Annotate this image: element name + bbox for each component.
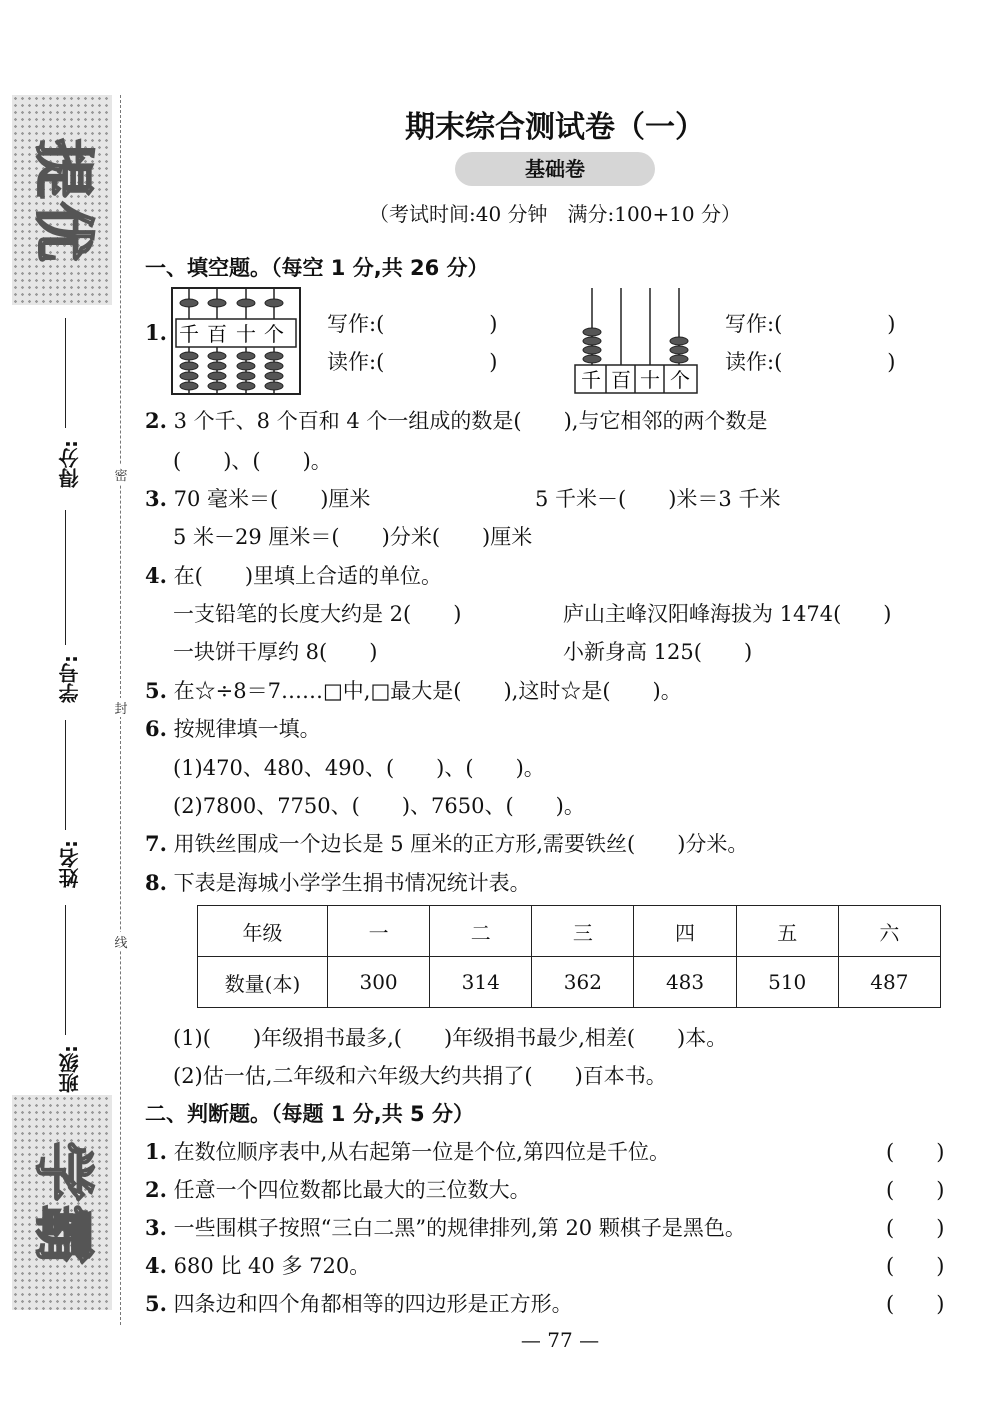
q2-line1: 2. 3 个千、8 个百和 4 个一组成的数是( ),与它相邻的两个数是 (145, 408, 768, 433)
name-label: 姓名: (58, 840, 82, 888)
q1b-read: 读作:( ) (725, 350, 896, 374)
q6-item-2: (2)7800、7750、( )、7650、( )。 (173, 794, 585, 818)
brand-stamp-bottom: 学 霸 (12, 1095, 112, 1310)
table-cell: 487 (838, 957, 940, 1008)
table-header-cell: 一 (328, 906, 430, 957)
table-row (198, 957, 941, 1008)
q8: 8. 下表是海城小学学生捐书情况统计表。 (145, 870, 531, 895)
page-title: 期末综合测试卷（一） (405, 110, 705, 145)
page-number: — 77 — (520, 1328, 600, 1352)
q1b-write: 写作:( ) (725, 312, 896, 336)
q1a-write: 写作:( ) (327, 312, 498, 336)
donation-table (197, 905, 941, 1008)
table-header-cell: 三 (532, 906, 634, 957)
judge-answer-3[interactable]: ( ) (886, 1216, 945, 1240)
score-label: 得分: (58, 440, 82, 488)
judge-answer-1[interactable]: ( ) (886, 1140, 945, 1164)
judge-item-2: 2. 任意一个四位数都比最大的三位数大。 (145, 1177, 531, 1202)
table-cell: 483 (634, 957, 736, 1008)
q4-item-c: 一块饼干厚约 8( ) (173, 640, 378, 664)
q4-intro: 4. 在( )里填上合适的单位。 (145, 563, 443, 588)
q7: 7. 用铁丝围成一个边长是 5 厘米的正方形,需要铁丝( )分米。 (145, 831, 749, 856)
table-cell: 数量(本) (198, 957, 328, 1008)
table-cell: 362 (532, 957, 634, 1008)
cut-mark-seal: 密 (112, 465, 130, 484)
abacus1-label-hundreds: 百 (207, 322, 227, 346)
table-header-cell: 五 (736, 906, 838, 957)
judge-item-5: 5. 四条边和四个角都相等的四边形是正方形。 (145, 1291, 573, 1316)
table-header-cell: 年级 (198, 906, 328, 957)
table-header-cell: 四 (634, 906, 736, 957)
abacus1-label-thousands: 千 (179, 322, 199, 346)
field-line (65, 720, 66, 830)
binding-margin (0, 0, 130, 1403)
table-cell: 314 (430, 957, 532, 1008)
judge-answer-5[interactable]: ( ) (886, 1292, 945, 1316)
exam-info: （考试时间:40 分钟 满分:100+10 分） (368, 202, 742, 226)
q3-item-c: 5 米－29 厘米＝( )分米( )厘米 (173, 525, 533, 549)
table-cell: 300 (328, 957, 430, 1008)
field-line (65, 510, 66, 645)
cut-mark-envelope: 封 (112, 698, 130, 717)
q8-item-2: (2)估一估,二年级和六年级大约共捐了( )百本书。 (173, 1064, 667, 1088)
q8-item-1: (1)( )年级捐书最多,( )年级捐书最少,相差( )本。 (173, 1026, 728, 1050)
abacus-diagram-1 (170, 286, 302, 396)
table-header-cell: 二 (430, 906, 532, 957)
abacus-diagram-2 (572, 286, 702, 396)
class-label: 班级: (58, 1045, 82, 1093)
q3-line1: 3. 70 毫米＝( )厘米 (145, 486, 371, 511)
abacus1-label-ones: 个 (264, 322, 284, 346)
student-id-label: 学号: (58, 655, 82, 703)
judge-item-1: 1. 在数位顺序表中,从右起第一位是个位,第四位是千位。 (145, 1139, 670, 1164)
field-line (65, 905, 66, 1035)
judge-answer-4[interactable]: ( ) (886, 1254, 945, 1278)
abacus1-label-tens: 十 (236, 322, 256, 346)
q5: 5. 在☆÷8＝7……□中,□最大是( ),这时☆是( )。 (145, 678, 682, 703)
judge-item-4: 4. 680 比 40 多 720。 (145, 1253, 371, 1278)
judge-item-3: 3. 一些围棋子按照“三白二黑”的规律排列,第 20 颗棋子是黑色。 (145, 1215, 746, 1240)
q4-item-d: 小新身高 125( ) (563, 640, 753, 664)
section-2-heading: 二、判断题。（每题 1 分,共 5 分） (145, 1102, 474, 1126)
q2-line2: ( )、( )。 (173, 449, 332, 473)
table-row (198, 906, 941, 957)
abacus2-label-thousands: 千 (581, 368, 601, 392)
table-header-cell: 六 (838, 906, 940, 957)
abacus2-label-hundreds: 百 (611, 368, 631, 392)
brand-stamp-top: 提 优 (12, 95, 112, 305)
q4-item-b: 庐山主峰汉阳峰海拔为 1474( ) (563, 602, 892, 626)
cut-mark-line: 线 (112, 932, 130, 951)
q1a-read: 读作:( ) (327, 350, 498, 374)
q3-item-b: 5 千米－( )米＝3 千米 (535, 487, 781, 511)
table-cell: 510 (736, 957, 838, 1008)
judge-answer-2[interactable]: ( ) (886, 1178, 945, 1202)
q6-intro: 6. 按规律填一填。 (145, 716, 321, 741)
q6-item-1: (1)470、480、490、( )、( )。 (173, 756, 545, 780)
field-line (65, 318, 66, 428)
q4-item-a: 一支铅笔的长度大约是 2( ) (173, 602, 462, 626)
abacus2-label-ones: 个 (670, 368, 690, 392)
level-badge: 基础卷 (455, 152, 655, 186)
abacus2-label-tens: 十 (640, 368, 660, 392)
section-1-heading: 一、填空题。（每空 1 分,共 26 分） (145, 256, 489, 280)
q1-number: 1. (145, 320, 167, 345)
